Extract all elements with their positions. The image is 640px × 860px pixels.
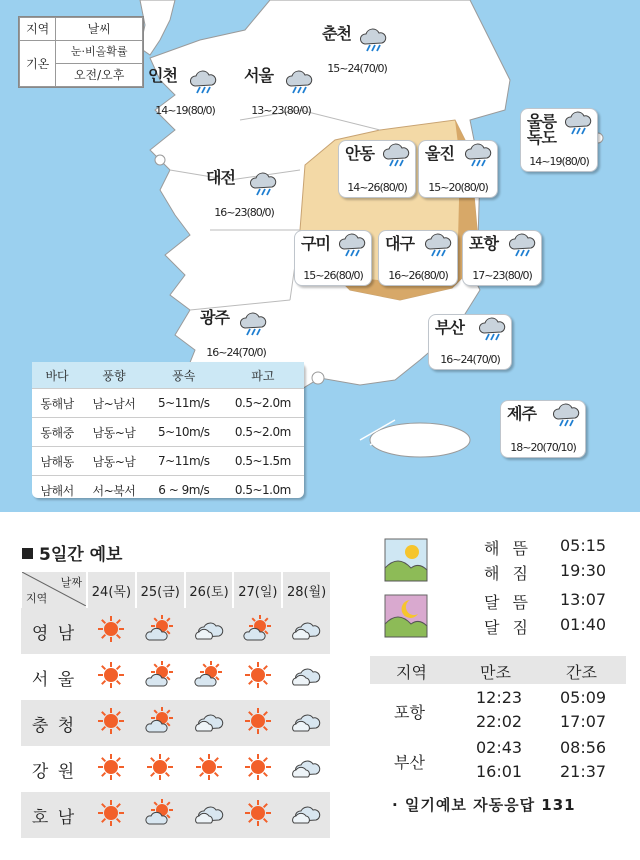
sea-area: 남해동 [32, 447, 82, 476]
city-temp-prob: 13~23(80/0) [251, 104, 311, 117]
cloud-icon [185, 608, 234, 654]
forecast-region: 충 청 [21, 700, 87, 746]
day-header: 24(목) [87, 572, 136, 608]
cloud-rain-icon [563, 111, 593, 139]
wave-height: 0.5~2.0m [222, 418, 304, 447]
five-day-title-text: 5일간 예보 [39, 545, 123, 565]
sea-row [32, 447, 304, 476]
cloud-icon [282, 746, 330, 792]
sunset-time: 19:30 [560, 561, 607, 580]
city-box-12 [500, 400, 586, 458]
tide-region: 부산 [394, 753, 425, 772]
sea-header-sea: 바다 [32, 362, 82, 389]
five-day-title [22, 540, 122, 565]
tide-region: 포항 [394, 703, 425, 722]
city-name: 포항 [469, 234, 498, 253]
sea-row [32, 418, 304, 447]
sun-icon [87, 654, 136, 700]
map-legend [18, 16, 144, 88]
cloud-rain-icon [337, 233, 367, 261]
wind-speed: 5~11m/s [146, 389, 222, 418]
cloud-icon [282, 700, 330, 746]
wind-speed: 7~11m/s [146, 447, 222, 476]
tide-table-header [370, 656, 626, 684]
sunset-row [384, 561, 624, 586]
day-header: 26(토) [185, 572, 234, 608]
day-header: 25(금) [136, 572, 185, 608]
city-temp-prob: 15~26(80/0) [303, 269, 363, 282]
tide-low-time: 05:09 [560, 688, 607, 707]
sunrise-time: 05:15 [560, 536, 607, 555]
sea-header-direction: 풍향 [82, 362, 146, 389]
city-box-0 [322, 26, 392, 78]
cloud-rain-icon [423, 233, 453, 261]
forecast-region: 호 남 [21, 792, 87, 838]
sea-area: 동해중 [32, 418, 82, 447]
city-temp-prob: 14~19(80/0) [155, 104, 215, 117]
forecast-row [21, 700, 330, 746]
tide-header-region: 지역 [396, 663, 427, 682]
sunrise-row [384, 536, 624, 561]
city-name: 울릉 독도 [527, 112, 556, 147]
cloud-rain-icon [463, 143, 493, 171]
city-box-8 [378, 230, 458, 286]
cloud-icon [282, 608, 330, 654]
sun-icon [233, 746, 282, 792]
sun-cloud-icon [136, 700, 185, 746]
city-box-9 [462, 230, 542, 286]
city-box-2 [244, 68, 318, 120]
sun-icon [136, 746, 185, 792]
sun-icon [233, 792, 282, 838]
city-box-10 [200, 310, 272, 362]
forecast-row [21, 792, 330, 838]
city-name: 구미 [301, 234, 330, 253]
city-temp-prob: 16~23(80/0) [214, 206, 274, 219]
sea-row [32, 476, 304, 505]
cloud-icon [185, 792, 234, 838]
legend-region: 지역 [20, 18, 56, 41]
tide-high-time: 16:01 [476, 762, 523, 781]
sea-conditions-table [32, 362, 304, 498]
city-temp-prob: 18~20(70/10) [510, 441, 576, 454]
cloud-rain-icon [238, 312, 268, 340]
city-name: 춘천 [322, 24, 351, 43]
sun-moon-times [384, 536, 624, 640]
city-name: 대구 [385, 234, 414, 253]
legend-temp: 기온 [20, 41, 56, 87]
cloud-icon [282, 654, 330, 700]
tide-low-time: 17:07 [560, 712, 607, 731]
city-name: 제주 [507, 404, 536, 423]
city-temp-prob: 15~24(70/0) [327, 62, 387, 75]
city-temp-prob: 16~24(70/0) [440, 353, 500, 366]
sea-area: 동해남 [32, 389, 82, 418]
tide-low-time: 21:37 [560, 762, 607, 781]
city-box-6 [206, 170, 282, 222]
sea-header-speed: 풍속 [146, 362, 222, 389]
cloud-rain-icon [248, 172, 278, 200]
forecast-region: 서 울 [31, 669, 77, 690]
wind-speed: 5~10m/s [146, 418, 222, 447]
city-box-1 [148, 68, 222, 120]
cloud-icon [282, 792, 330, 838]
city-name: 인천 [148, 66, 177, 85]
city-name: 안동 [345, 144, 374, 163]
forecast-row [21, 608, 330, 654]
phone-service-note: · 일기예보 자동응답 131 [392, 796, 576, 814]
tide-header-high: 만조 [480, 663, 511, 682]
corner-region-label: 지역 [26, 592, 48, 605]
moonset-label: 달 짐 [484, 618, 532, 637]
sea-row [32, 389, 304, 418]
cloud-rain-icon [188, 70, 218, 98]
sea-header-wave: 파고 [222, 362, 304, 389]
sun-cloud-icon [136, 654, 185, 700]
sunset-label: 해 짐 [484, 564, 532, 583]
sun-icon [87, 608, 136, 654]
day-header: 27(일) [233, 572, 282, 608]
wind-direction: 남~남서 [82, 389, 146, 418]
city-box-5 [418, 140, 498, 198]
tide-low-time: 08:56 [560, 738, 607, 757]
tide-high-time: 12:23 [476, 688, 523, 707]
forecast-region: 강 원 [31, 761, 77, 782]
cloud-icon [185, 700, 234, 746]
city-name: 부산 [435, 318, 464, 337]
forecast-row [21, 654, 330, 700]
city-temp-prob: 16~24(70/0) [206, 346, 266, 359]
sea-area: 남해서 [32, 476, 82, 505]
city-temp-prob: 15~20(80/0) [428, 181, 488, 194]
sun-cloud-icon [136, 608, 185, 654]
day-header: 28(월) [282, 572, 330, 608]
wave-height: 0.5~2.0m [222, 389, 304, 418]
city-name: 서울 [244, 66, 273, 85]
moonset-time: 01:40 [560, 615, 607, 634]
sun-icon [87, 792, 136, 838]
wave-height: 0.5~1.5m [222, 447, 304, 476]
legend-rain: 눈·비올확률 [56, 41, 143, 64]
cloud-rain-icon [358, 28, 388, 56]
tide-high-time: 02:43 [476, 738, 523, 757]
wave-height: 0.5~1.0m [222, 476, 304, 505]
city-name: 울진 [425, 144, 454, 163]
tide-header-low: 간조 [566, 663, 597, 682]
sun-icon [233, 654, 282, 700]
city-temp-prob: 17~23(80/0) [472, 269, 532, 282]
sun-cloud-icon [233, 608, 282, 654]
city-temp-prob: 14~19(80/0) [529, 155, 589, 168]
sun-icon [185, 746, 234, 792]
cloud-rain-icon [381, 143, 411, 171]
city-box-3 [520, 108, 598, 172]
cloud-rain-icon [284, 70, 314, 98]
cloud-rain-icon [551, 403, 581, 431]
forecast-row [21, 746, 330, 792]
table-corner [21, 572, 87, 608]
sunrise-label: 해 뜸 [484, 539, 532, 558]
wind-speed: 6 ~ 9m/s [146, 476, 222, 505]
legend-weather: 날씨 [56, 18, 143, 41]
corner-date-label: 날짜 [60, 576, 82, 589]
sun-icon [233, 700, 282, 746]
moonset-row [384, 615, 624, 640]
wind-direction: 남동~남 [82, 447, 146, 476]
cloud-rain-icon [507, 233, 537, 261]
wind-direction: 남동~남 [82, 418, 146, 447]
city-box-7 [294, 230, 372, 286]
sun-icon [87, 700, 136, 746]
moonrise-row [384, 590, 624, 615]
city-name: 대전 [206, 168, 235, 187]
tide-high-time: 22:02 [476, 712, 523, 731]
city-temp-prob: 14~26(80/0) [347, 181, 407, 194]
city-temp-prob: 16~26(80/0) [388, 269, 448, 282]
five-day-forecast-table [20, 572, 330, 838]
sun-cloud-icon [136, 792, 185, 838]
city-box-11 [428, 314, 512, 370]
wind-direction: 서~북서 [82, 476, 146, 505]
sun-cloud-icon [185, 654, 234, 700]
cloud-rain-icon [477, 317, 507, 345]
city-name: 광주 [200, 308, 229, 327]
legend-ampm: 오전/오후 [56, 64, 143, 87]
moonrise-label: 달 뜸 [484, 593, 532, 612]
sun-icon [87, 746, 136, 792]
forecast-region: 영 남 [21, 608, 87, 654]
city-box-4 [338, 140, 416, 198]
moonrise-time: 13:07 [560, 590, 607, 609]
